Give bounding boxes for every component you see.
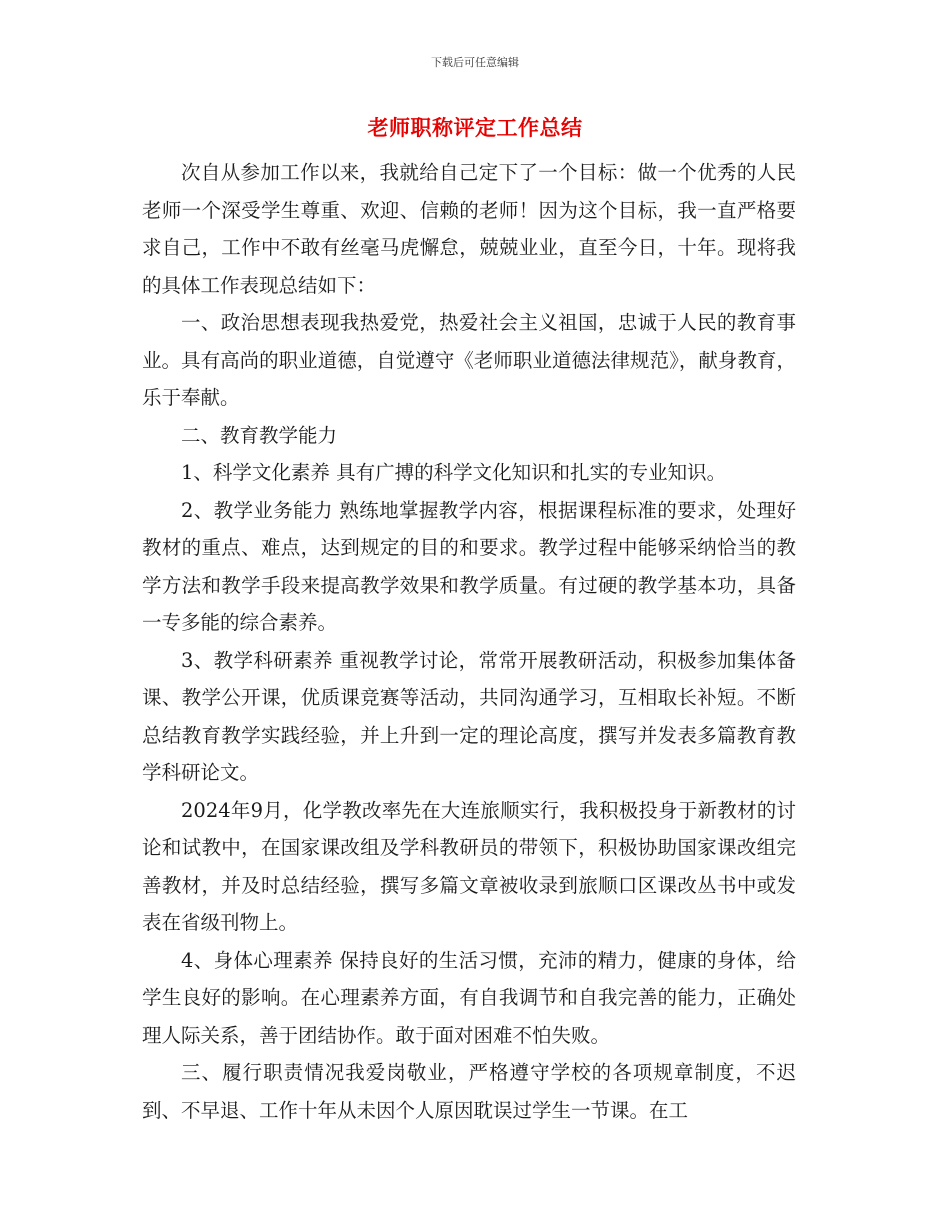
paragraph-curriculum-reform: 2024年9月，化学教改率先在大连旅顺实行，我积极投身于新教材的讨论和试教中，在国家课改组及学科教研员的带领下，积极协助国家课改组完善教材，并及时总结经验，撰写多篇文章被收录到旅顺口区课改丛书中或发表在省级刊物上。 — [142, 798, 796, 934]
paragraph-teaching-skill: 2、教学业务能力 熟练地掌握教学内容，根据课程标准的要求，处理好教材的重点、难点，达到规定的目的和要求。教学过程中能够采纳恰当的教学方法和教学手段来提高教学效果和教学质量。有过硬的教学基本功，具备一专多能的综合素养。 — [142, 498, 796, 634]
document-body — [142, 154, 796, 1129]
paragraph-intro: 次自从参加工作以来，我就给自己定下了一个目标：做一个优秀的人民老师一个深受学生尊重、欢迎、信赖的老师！因为这个目标，我一直严格要求自己，工作中不敢有丝毫马虎懈怠，兢兢业业，直至今日，十年。现将我的具体工作表现总结如下： — [142, 161, 796, 297]
paragraph-research: 3、教学科研素养 重视教学讨论，常常开展教研活动，积极参加集体备课、教学公开课，优质课竞赛等活动，共同沟通学习，互相取长补短。不断总结教育教学实践经验，并上升到一定的理论高度，撰写并发表多篇教育教学科研论文。 — [142, 648, 796, 784]
page-header: 下载后可任意编辑 — [431, 56, 519, 69]
paragraph-cultural-literacy: 1、科学文化素养 具有广搏的科学文化知识和扎实的专业知识。 — [181, 461, 727, 484]
document-title: 老师职称评定工作总结 — [367, 116, 583, 140]
paragraph-duties: 三、履行职责情况我爱岗敬业，严格遵守学校的各项规章制度，不迟到、不早退、工作十年从未因个人原因耽误过学生一节课。在工 — [142, 1061, 796, 1122]
paragraph-political: 一、政治思想表现我热爱党，热爱社会主义祖国，忠诚于人民的教育事业。具有高尚的职业道德，自觉遵守《老师职业道德法律规范》，献身教育，乐于奉献。 — [142, 311, 796, 409]
paragraph-physical-mental: 4、身体心理素养 保持良好的生活习惯，充沛的精力，健康的身体，给学生良好的影响。在心理素养方面，有自我调节和自我完善的能力，正确处理人际关系，善于团结协作。敢于面对困难不怕失败。 — [142, 948, 796, 1047]
section-heading-teaching-ability: 二、教育教学能力 — [181, 423, 338, 447]
